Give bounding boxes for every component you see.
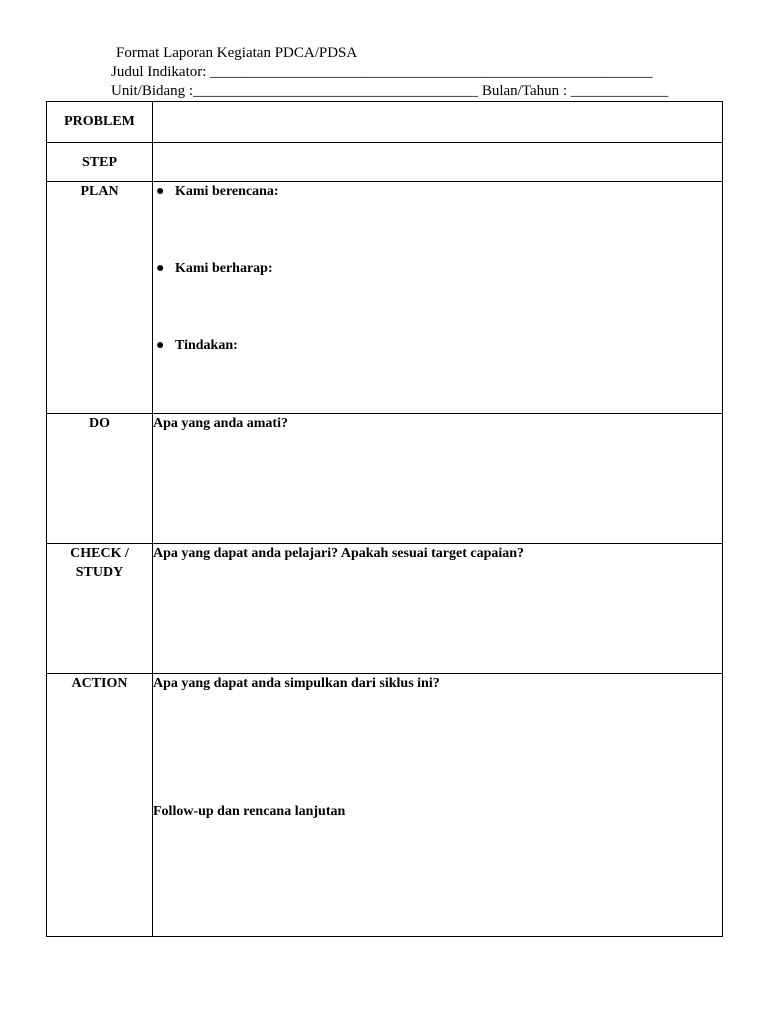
indikator-field-line: Judul Indikator: ___________________________________________________________ bbox=[111, 64, 653, 80]
action-followup: Follow-up dan rencana lanjutan bbox=[153, 804, 346, 819]
action-prompt: Apa yang dapat anda simpulkan dari siklus ini? bbox=[153, 676, 440, 691]
plan-bullet-item bbox=[153, 259, 722, 336]
check-row bbox=[47, 544, 723, 674]
plan-bullet-item bbox=[153, 182, 722, 259]
check-label bbox=[47, 544, 153, 674]
plan-content bbox=[153, 182, 723, 414]
check-label-line1: CHECK / bbox=[70, 546, 129, 561]
step-content bbox=[153, 143, 723, 182]
action-spacer bbox=[153, 693, 722, 802]
bullet-dot-icon: ● bbox=[156, 184, 165, 199]
plan-label: PLAN bbox=[47, 182, 153, 414]
plan-bullet-label: Kami berharap: bbox=[175, 261, 273, 276]
problem-content bbox=[153, 102, 723, 143]
unit-bulan-field-line: Unit/Bidang :______________________________________ Bulan/Tahun : _____________ bbox=[111, 83, 669, 99]
plan-bullet-label: Kami berencana: bbox=[175, 184, 279, 199]
do-row bbox=[47, 414, 723, 544]
check-prompt: Apa yang dapat anda pelajari? Apakah sesuai target capaian? bbox=[153, 546, 525, 561]
form-title: Format Laporan Kegiatan PDCA/PDSA bbox=[116, 45, 358, 61]
check-label-line2: STUDY bbox=[75, 565, 124, 580]
check-content bbox=[153, 544, 723, 674]
pdca-table bbox=[46, 101, 723, 937]
do-prompt: Apa yang anda amati? bbox=[153, 416, 288, 431]
bullet-dot-icon: ● bbox=[156, 338, 165, 353]
step-label: STEP bbox=[47, 143, 153, 182]
action-content bbox=[153, 674, 723, 937]
problem-label: PROBLEM bbox=[47, 102, 153, 143]
action-label: ACTION bbox=[47, 674, 153, 937]
bullet-dot-icon: ● bbox=[156, 261, 165, 276]
action-row bbox=[47, 674, 723, 937]
plan-bullet-label: Tindakan: bbox=[175, 338, 238, 353]
do-content bbox=[153, 414, 723, 544]
do-label: DO bbox=[47, 414, 153, 544]
step-row bbox=[47, 143, 723, 182]
problem-row bbox=[47, 102, 723, 143]
plan-row bbox=[47, 182, 723, 414]
plan-bullet-item bbox=[153, 336, 722, 413]
